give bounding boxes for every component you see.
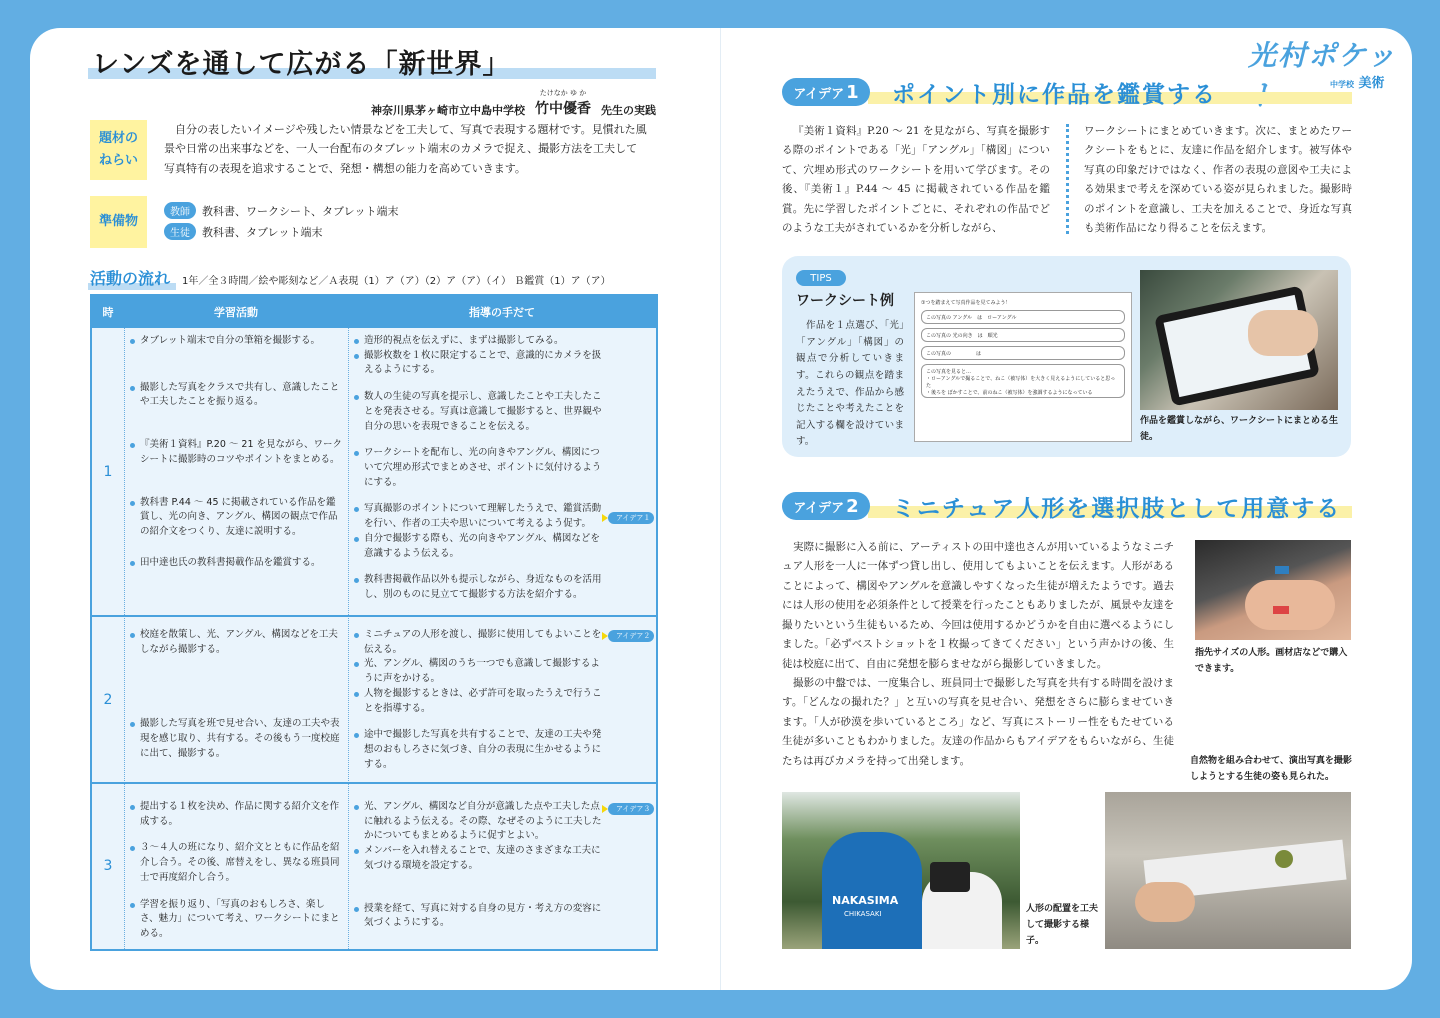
aim-label-line1: 題材の: [98, 130, 138, 146]
worksheet-row: この写真の は: [921, 346, 1125, 360]
logo-main: 光村ポケッ: [1248, 39, 1397, 72]
aim-text: 自分の表したいイメージや残したい情景などを工夫して、写真で表現する題材です。見慣れた風景や日常の出来事などを、一人一台配布のタブレット端末のカメラで捉え、撮影方法を工夫して写真特有の表現を追求することで、発想・構想の能力を高めていきます。: [164, 123, 647, 175]
column-separator: [1066, 124, 1069, 234]
list-item: 自分で撮影する際も、光の向きやアングル、構図などを意識するよう伝える。: [354, 532, 602, 561]
nature-photo: [1105, 792, 1351, 949]
idea-1-column-2: ワークシートにまとめていきます。次に、まとめたワークシートをもとに、友達に作品を紹介します。被写体や写真の印象だけではなく、作者の表現の意図や工夫による効果まで考えを深めている姿が見られました。撮影時のポイントを意識し、工夫を加えることで、身近な写真も美術作品になり得ることを伝えます。: [1084, 125, 1352, 235]
aim-label-line2: ねらい: [98, 153, 138, 168]
shirt-text: CHIKASAKI: [844, 910, 882, 918]
idea-2-heading: [782, 490, 1352, 524]
teacher-name: 竹中優香: [535, 101, 591, 117]
miniature-hand-photo: [1195, 540, 1351, 640]
prep-tag: 生徒: [164, 223, 196, 240]
row-divider: [92, 615, 656, 617]
list-item: タブレット端末で自分の筆箱を撮影する。: [130, 334, 342, 349]
logo-sub-small: 中学校: [1330, 80, 1354, 89]
aim-label: [90, 120, 147, 180]
miniature-caption: 指先サイズの人形。画材店などで購入できます。: [1195, 648, 1348, 674]
tablet-photo: [1140, 270, 1338, 410]
list-item: 光、アングル、構図のうち一つでも意識して撮影するように声をかける。: [354, 657, 602, 686]
list-item: 途中で撮影した写真を共有することで、友達の工夫や発想のおもしろさに気づき、自分の表現に生かせるようにする。: [354, 728, 602, 772]
list-item: 光、アングル、構図など自分が意識した点や工夫した点に触れるよう伝える。その際、なぜそのように工夫したかについてもまとめるように促すとよい。: [354, 800, 602, 844]
list-item: ミニチュアの人形を渡し、撮影に使用してもよいことを伝える。: [354, 628, 602, 657]
list-item: メンバーを入れ替えることで、友達のさまざまな工夫に気づける環境を設定する。: [354, 844, 602, 873]
fruit-image: [1275, 850, 1293, 868]
list-item: 授業を経て、写真に対する自身の見方・考え方の変容に気づくようにする。: [354, 902, 602, 931]
flow-title: [90, 266, 611, 289]
list-item: 『美術１資料』P.20 ～ 21 を見ながら、ワークシートに撮影時のコツやポイントをまとめる。: [130, 438, 342, 467]
activity-cell: [130, 800, 342, 942]
header-guide: 指導の手だて: [469, 306, 535, 319]
worksheet-heading: ①つを踏まえて写真作品を見てみよう！: [921, 300, 1011, 306]
flow-heading: 活動の流れ: [90, 269, 171, 288]
idea-3-tag[interactable]: アイデア３: [608, 803, 654, 815]
prep-teacher: [164, 202, 398, 219]
tips-description: 作品を１点選び、「光」「アングル」「構図」の観点で分析していきます。これらの観点を踏まえたうえで、作品から感じたことや考えたことを記入する欄を設けています。: [796, 320, 904, 448]
list-item: 校庭を散策し、光、アングル、構図などを工夫しながら撮影する。: [130, 628, 342, 657]
students-caption: 人形の配置を工夫して撮影する様子。: [1026, 904, 1099, 946]
worksheet-row: この写真の 光の向き は 順光: [921, 328, 1125, 342]
list-item: 数人の生徒の写真を提示し、意識したことや工夫したことを発表させる。写真は意識して撮影すると、世界観や自分の思いを表現できることを伝える。: [354, 390, 602, 434]
tablet-photo-caption: 作品を鑑賞しながら、ワークシートにまとめる生徒。: [1140, 416, 1339, 442]
list-item: 造形的視点を伝えずに、まずは撮影してみる。: [354, 334, 602, 349]
guide-cell: [354, 628, 602, 772]
idea-badge-number: 2: [846, 495, 859, 517]
tips-box: [782, 256, 1351, 457]
student-figure: [822, 832, 922, 949]
idea-2-body: [782, 538, 1174, 771]
column-divider: [348, 328, 349, 949]
idea-badge-number: 1: [846, 81, 859, 103]
hand-image: [1248, 310, 1318, 356]
period-number: 1: [103, 464, 113, 480]
tablet-image: [930, 862, 970, 892]
list-item: ワークシートを配布し、光の向きやアングル、構図について穴埋め形式でまとめさせ、ポイントに気付けるようにする。: [354, 446, 602, 490]
tips-title: ワークシート例: [796, 293, 894, 309]
guide-cell: [354, 800, 602, 931]
list-item: 提出する１枚を決め、作品に関する紹介文を作成する。: [130, 800, 342, 829]
list-item: 田中達也氏の教科書掲載作品を鑑賞する。: [130, 556, 342, 571]
teacher-name-ruby: [535, 88, 591, 118]
logo-sub-main: 美術: [1358, 76, 1385, 91]
column-divider: [124, 328, 125, 949]
activity-cell: [130, 334, 342, 570]
teacher-suffix: 先生の実践: [601, 104, 656, 117]
idea-2-paragraph-1: 実際に撮影に入る前に、アーティストの田中達也さんが用いているようなミニチュア人形を一人に一体ずつ貸し出し、使用してもよいことを伝えます。人形があることによって、構図やアングルを意識しやすくなった生徒が増えたようです。過去には人形の使用を必須条件として授業を行ったこともありましたが、風景や友達を撮りたいという生徒もいるため、今回は使用するかどうかを自由に選べるようにしました。「必ずベストショットを１枚撮ってきてください」という声かけの後、生徒は校庭に出て、自由に発想を膨らませながら撮影していきました。: [782, 541, 1174, 670]
guide-cell: [354, 334, 602, 603]
list-item: 教科書掲載作品以外も提示しながら、身近なものを活用し、別のものに見立てて撮影する方法を紹介する。: [354, 573, 602, 602]
idea-1-column-1: 『美術１資料』P.20 ～ 21 を見ながら、写真を撮影する際のポイントである「光」「アングル」「構図」について、穴埋め形式のワークシートを用いて学びます。その後、『美術１』P.44 ～ 45 に掲載されている作品を鑑賞。先に学習したポイントごとに、それぞれの作品でどのような工夫がされているかを分析しながら、: [782, 125, 1050, 235]
prep-text: 教科書、タブレット端末: [202, 225, 323, 239]
header-period: 時: [102, 306, 114, 319]
list-item: 撮影枚数を１枚に限定することで、意識的にカメラを扱えるようにする。: [354, 349, 602, 378]
prep-student: [164, 223, 322, 240]
idea-badge-word: アイデア: [793, 86, 845, 102]
students-photo: [782, 792, 1020, 949]
palm-image: [1245, 580, 1335, 630]
list-item: 撮影した写真をクラスで共有し、意識したことや工夫したことを振り返る。: [130, 381, 342, 410]
header-activity: 学習活動: [214, 306, 258, 319]
row-divider: [92, 782, 656, 784]
tips-badge: TIPS: [796, 270, 846, 286]
page-gutter: [720, 28, 721, 990]
worksheet-row: この写真を見ると… ・ローアングルで撮ることで、ねこ（被写体）を大きく見えるようにしていると思った ・後ろを ぼかすことで、前のねこ（被写体）を強調するようになっている: [921, 364, 1125, 398]
title-block: [88, 40, 656, 82]
shirt-text: NAKASIMA: [832, 894, 899, 907]
list-item: 人物を撮影するときは、必ず許可を取ったうえで行うことを指導する。: [354, 687, 602, 716]
idea-2-paragraph-2: 撮影の中盤では、一度集合し、班員同士で撮影した写真を共有する時間を設けます。「どんなの撮れた？」と互いの写真を見せ合い、発想をさらに膨らませていきます。「人が砂漠を歩いているところ」など、写真にストーリー性をもたせている生徒が多いこともわかりました。友達の作品からもアイデアをもらいながら、生徒たちは再びカメラを持って出発します。: [782, 676, 1174, 767]
period-number: 2: [103, 692, 113, 708]
period-number: 3: [103, 858, 113, 874]
idea-badge: [782, 78, 870, 106]
page-title: レンズを通して広がる「新世界」: [92, 49, 511, 80]
worksheet-sample: [914, 292, 1132, 442]
list-item: 教科書 P.44 ～ 45 に掲載されている作品を鑑賞し、光の向き、アングル、構図の観点で作品の紹介文をつくり、友達に説明する。: [130, 496, 342, 540]
prep-label: 準備物: [90, 196, 147, 248]
idea-2-tag[interactable]: アイデア２: [608, 630, 654, 642]
author-line: [371, 88, 656, 118]
hand-image: [1135, 882, 1195, 922]
prep-text: 教科書、ワークシート、タブレット端末: [202, 204, 399, 218]
activity-cell: [130, 628, 342, 762]
list-item: ３～４人の班になり、紹介文とともに作品を紹介し合う。その後、席替えをし、異なる班員同士で再度紹介し合う。: [130, 841, 342, 885]
prep-tag: 教師: [164, 202, 196, 219]
idea-badge-word: アイデア: [793, 500, 845, 516]
flow-subtitle: 1年／全３時間／絵や彫刻など／Ａ表現（1）ア（ア）（2）ア（ア）（イ） Ｂ鑑賞（1）ア（ア）: [182, 276, 611, 287]
table-header: [92, 296, 656, 328]
miniature-figures: [1273, 606, 1289, 614]
miniature-figures: [1275, 566, 1289, 574]
list-item: 学習を振り返り、「写真のおもしろさ、楽しさ、魅力」について考え、ワークシートにまとめる。: [130, 898, 342, 942]
school-name: 神奈川県茅ヶ崎市立中島中学校: [371, 104, 525, 117]
list-item: 写真撮影のポイントについて理解したうえで、鑑賞活動を行い、作者の工夫や思いについて考えるよう促す。: [354, 502, 602, 531]
idea-title: ポイント別に作品を鑑賞する: [892, 82, 1217, 108]
worksheet-row: この写真の アングル は ローアングル: [921, 310, 1125, 324]
list-item: 撮影した写真を班で見せ合い、友達の工夫や表現を感じ取り、共有する。その後もう一度校庭に出て、撮影する。: [130, 717, 342, 761]
idea-badge: [782, 492, 870, 520]
activity-table: [90, 294, 658, 951]
idea-title: ミニチュア人形を選択肢として用意する: [892, 496, 1342, 522]
teacher-furigana: たけなか ゆ か: [539, 89, 587, 97]
nature-caption: 自然物を組み合わせて、演出写真を撮影しようとする生徒の姿も見られた。: [1190, 756, 1352, 782]
idea-1-heading: [782, 76, 1352, 110]
idea-1-tag[interactable]: アイデア１: [608, 512, 654, 524]
